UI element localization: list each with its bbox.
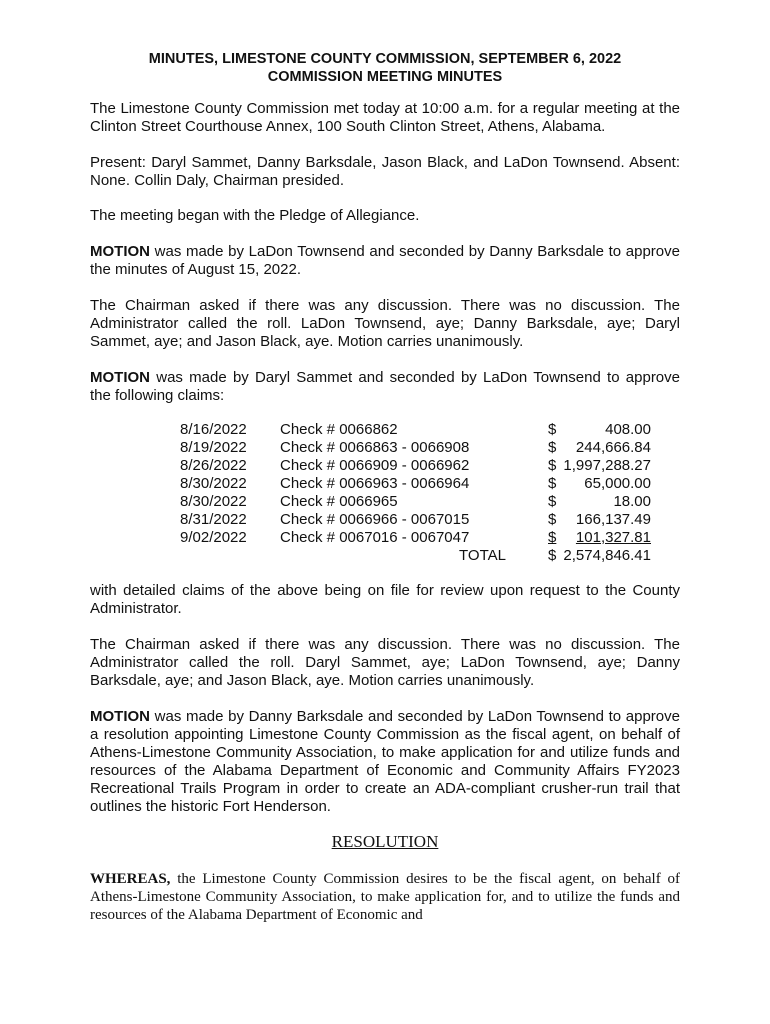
- claims-total-row: [172, 547, 651, 565]
- claim-date: 8/26/2022: [180, 457, 247, 474]
- motion-minutes-text: was made by LaDon Townsend and seconded by Danny Barksdale to approve the minutes of August 15, 2022.: [90, 243, 680, 278]
- claim-dollar-sign: $: [548, 457, 557, 474]
- whereas-label: WHEREAS,: [90, 871, 171, 887]
- claim-date: 8/30/2022: [180, 493, 247, 510]
- claims-total-amount: 2,574,846.41: [563, 547, 651, 564]
- claim-check-range: Check # 0066863 - 0066908: [280, 439, 470, 456]
- claims-row: [172, 475, 651, 493]
- claims-note-paragraph: with detailed claims of the above being on file for review upon request to the County Administrator.: [90, 582, 680, 617]
- claim-amount: 244,666.84: [575, 439, 651, 456]
- claims-total-label: TOTAL: [459, 547, 506, 564]
- motion-resolution-paragraph: [90, 708, 680, 816]
- claim-date: 8/31/2022: [180, 511, 247, 528]
- document-header: [90, 50, 680, 86]
- claim-check-range: Check # 0067016 - 0067047: [280, 529, 470, 546]
- motion-minutes-paragraph: [90, 243, 680, 279]
- claim-dollar-sign: $: [548, 511, 557, 528]
- claim-amount: 18.00: [613, 493, 651, 510]
- roll-call-paragraph-1: The Chairman asked if there was any discussion. There was no discussion. The Administrator called the roll. LaDon Townsend, aye; Danny Barksdale, aye; Daryl Sammet, aye; and Jason Black, aye. Motion carries unanimously.: [90, 297, 680, 350]
- attendance-paragraph: Present: Daryl Sammet, Danny Barksdale, Jason Black, and LaDon Townsend. Absent: None. Collin Daly, Chairman presided.: [90, 154, 680, 189]
- motion-label: MOTION: [90, 243, 150, 260]
- claims-row: [172, 457, 651, 475]
- whereas-paragraph: [90, 870, 680, 924]
- claim-check-range: Check # 0066965: [280, 493, 398, 510]
- motion-claims-text: was made by Daryl Sammet and seconded by LaDon Townsend to approve the following claims:: [90, 369, 680, 404]
- claim-amount: 65,000.00: [584, 475, 651, 492]
- pledge-paragraph: The meeting began with the Pledge of Allegiance.: [90, 207, 420, 224]
- claim-date: 9/02/2022: [180, 529, 247, 546]
- claim-amount: 101,327.81: [575, 529, 651, 546]
- claim-check-range: Check # 0066909 - 0066962: [280, 457, 470, 474]
- claims-row: [172, 493, 651, 511]
- claim-check-range: Check # 0066862: [280, 421, 398, 438]
- claims-row: [172, 529, 651, 547]
- claim-dollar-sign: $: [548, 493, 557, 510]
- claim-amount: 1,997,288.27: [563, 457, 651, 474]
- opening-paragraph: The Limestone County Commission met today at 10:00 a.m. for a regular meeting at the Clinton Street Courthouse Annex, 100 South Clinton Street, Athens, Alabama.: [90, 100, 680, 135]
- claim-dollar-sign: $: [548, 529, 557, 546]
- roll-call-paragraph-2: The Chairman asked if there was any discussion. There was no discussion. The Administrator called the roll. Daryl Sammet, aye; LaDon Townsend, aye; Danny Barksdale, aye; and Jason Black, aye. Motion carries unanimously.: [90, 636, 680, 689]
- claim-check-range: Check # 0066966 - 0067015: [280, 511, 470, 528]
- claim-date: 8/16/2022: [180, 421, 247, 438]
- claim-dollar-sign: $: [548, 439, 557, 456]
- header-title: MINUTES, LIMESTONE COUNTY COMMISSION, SEPTEMBER 6, 2022: [148, 51, 622, 67]
- whereas-text: the Limestone County Commission desires to be the fiscal agent, on behalf of Athens-Limestone Community Association, to make application for, and to utilize the funds and resources of the Alabama Department of Economic and: [90, 871, 680, 923]
- claims-total-spacer: [172, 547, 280, 565]
- motion-label: MOTION: [90, 369, 150, 386]
- motion-label: MOTION: [90, 708, 150, 725]
- claim-date: 8/19/2022: [180, 439, 247, 456]
- claim-amount: 166,137.49: [575, 511, 651, 528]
- motion-claims-paragraph: [90, 369, 680, 405]
- claims-total-dollar-sign: $: [548, 547, 557, 564]
- claims-row: [172, 511, 651, 529]
- claim-dollar-sign: $: [548, 475, 557, 492]
- claim-dollar-sign: $: [548, 421, 557, 438]
- motion-resolution-text: was made by Danny Barksdale and seconded by LaDon Townsend to approve a resolution appointing Limestone County Commission as the fiscal agent, on behalf of Athens-Limestone Community Association, to make application for and utilize funds and resources of the Alabama Department of Economic and Community Affairs FY2023 Recreational Trails Program in order to create an ADA-compliant crusher-run trail that outlines the historic Fort Henderson.: [90, 708, 680, 815]
- header-subtitle: COMMISSION MEETING MINUTES: [267, 69, 503, 85]
- claims-row: [172, 421, 651, 439]
- claim-date: 8/30/2022: [180, 475, 247, 492]
- claims-row: [172, 439, 651, 457]
- claim-check-range: Check # 0066963 - 0066964: [280, 475, 470, 492]
- resolution-title: RESOLUTION: [331, 832, 439, 851]
- claims-table: [172, 421, 651, 565]
- claim-amount: 408.00: [605, 421, 651, 438]
